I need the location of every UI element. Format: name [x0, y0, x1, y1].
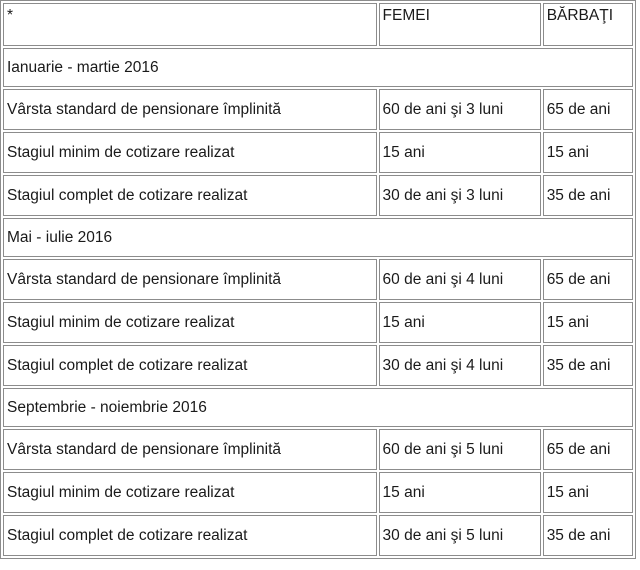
period-title: Mai - iulie 2016 — [3, 218, 633, 257]
period-title: Ianuarie - martie 2016 — [3, 48, 633, 87]
row-label: Vârsta standard de pensionare împlinită — [3, 89, 377, 130]
table-row — [3, 472, 633, 513]
men-value: 15 ani — [543, 132, 633, 173]
women-value: 30 de ani şi 3 luni — [379, 175, 541, 216]
table-row — [3, 515, 633, 556]
men-value: 15 ani — [543, 302, 633, 343]
table-row — [3, 345, 633, 386]
period-row — [3, 218, 633, 257]
men-value: 65 de ani — [543, 429, 633, 470]
table-row — [3, 89, 633, 130]
table-row — [3, 132, 633, 173]
header-corner-cell: * — [3, 3, 377, 46]
table-row — [3, 429, 633, 470]
men-value: 35 de ani — [543, 345, 633, 386]
row-label: Stagiul complet de cotizare realizat — [3, 515, 377, 556]
period-row — [3, 388, 633, 427]
row-label: Stagiul complet de cotizare realizat — [3, 175, 377, 216]
women-value: 60 de ani şi 4 luni — [379, 259, 541, 300]
period-title: Septembrie - noiembrie 2016 — [3, 388, 633, 427]
women-value: 15 ani — [379, 472, 541, 513]
row-label: Stagiul minim de cotizare realizat — [3, 302, 377, 343]
women-value: 15 ani — [379, 302, 541, 343]
table-row — [3, 175, 633, 216]
women-value: 30 de ani şi 4 luni — [379, 345, 541, 386]
header-men-cell: BĂRBAŢI — [543, 3, 633, 46]
table-row — [3, 259, 633, 300]
row-label: Vârsta standard de pensionare împlinită — [3, 259, 377, 300]
row-label: Stagiul complet de cotizare realizat — [3, 345, 377, 386]
header-women-cell: FEMEI — [379, 3, 541, 46]
men-value: 35 de ani — [543, 515, 633, 556]
row-label: Stagiul minim de cotizare realizat — [3, 132, 377, 173]
men-value: 15 ani — [543, 472, 633, 513]
women-value: 60 de ani şi 3 luni — [379, 89, 541, 130]
row-label: Vârsta standard de pensionare împlinită — [3, 429, 377, 470]
women-value: 15 ani — [379, 132, 541, 173]
men-value: 65 de ani — [543, 259, 633, 300]
table-row — [3, 302, 633, 343]
men-value: 65 de ani — [543, 89, 633, 130]
table-header-row — [3, 3, 633, 46]
women-value: 60 de ani şi 5 luni — [379, 429, 541, 470]
men-value: 35 de ani — [543, 175, 633, 216]
women-value: 30 de ani şi 5 luni — [379, 515, 541, 556]
row-label: Stagiul minim de cotizare realizat — [3, 472, 377, 513]
period-row — [3, 48, 633, 87]
